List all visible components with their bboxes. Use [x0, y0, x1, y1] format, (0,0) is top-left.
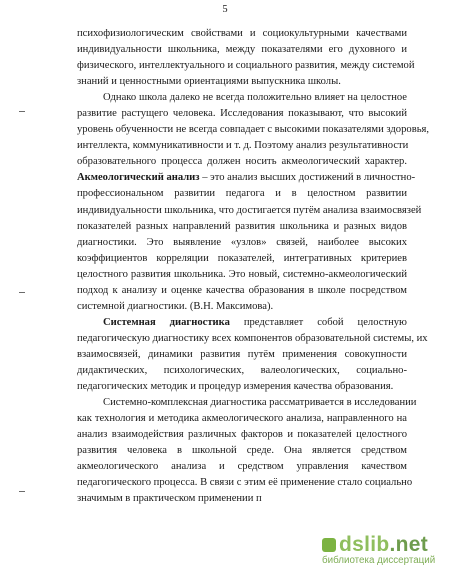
text-line: педагогических методик и процедур измерения качества образования. — [77, 381, 394, 393]
watermark-subtitle: библиотека диссертаций — [322, 555, 436, 566]
text-line: коэффициентов корреляции показателей, интегративных критериев — [77, 252, 407, 264]
text-line: взаимосвязей, динамики развития путём применения совокупности — [77, 348, 407, 360]
text-line: развитие растущего человека. Исследования показывают, что высокий — [77, 108, 407, 120]
text-line: физического, интеллектуального и социального развития, между системой — [77, 60, 415, 72]
book-icon — [322, 538, 336, 552]
text-line: интеллекта, коммуникативности и т. д. Поэтому анализ результативности — [77, 140, 409, 152]
text-line: значимым в практическом применении п — [77, 493, 262, 505]
text-line: индивидуальности школьника, что достигается путём анализа взаимосвязей — [77, 204, 422, 216]
text-line: целостного развития школьника. Это новый, системно-акмеологический — [77, 268, 407, 280]
text-line: дидактических, психологических, валеологических, социально- — [77, 364, 407, 376]
text-line: системной диагностики. (В.Н. Максимова). — [77, 300, 274, 312]
text-line: показателей разных направлений развития школьника и разных видов — [77, 220, 407, 232]
text-line — [77, 170, 416, 186]
watermark-brand: dslib.net — [339, 533, 429, 556]
text-line: педагогическую диагностику всех компонентов образовательной системы, их — [77, 332, 428, 344]
text-line: образовательного процесса должен носить акмеологический характер. — [77, 156, 407, 168]
text-line: педагогического процесса. В связи с этим её применение стало социально — [77, 477, 413, 489]
text-line: анализ взаимодействия различных факторов и показателей целостного — [77, 429, 407, 441]
term-system-diagnostics: Системная диагностика — [103, 316, 230, 328]
text-line: уровень обученности не всегда совпадает с высокими показателями здоровья, — [77, 124, 430, 136]
text-fragment: – это анализ высших достижений в личностно- — [199, 172, 416, 184]
text-fragment: представляет собой целостную — [243, 316, 407, 328]
text-line: Однако школа далеко не всегда положительно влияет на целостное — [103, 92, 407, 104]
margin-mark — [19, 111, 25, 112]
text-line: как технология и методика акмеологического анализа, направленного на — [77, 413, 407, 425]
text-line: подход к анализу и оценке качества образования в школе посредством — [77, 284, 407, 296]
text-line: акмеологического анализа и средством управления качеством — [77, 461, 407, 473]
margin-mark — [19, 491, 25, 492]
body-text — [77, 26, 430, 507]
watermark — [322, 533, 442, 579]
text-line: Системно-комплексная диагностика рассматривается в исследовании — [103, 397, 417, 409]
text-line: развития человека в школьной среде. Она является средством — [77, 445, 407, 457]
margin-mark — [19, 292, 25, 293]
text-line: знаний и ценностными ориентациями выпускника школы. — [77, 76, 341, 88]
text-line: диагностики. Это выявление «узлов» связей, наиболее высоких — [77, 236, 407, 248]
page-number: 5 — [222, 4, 228, 15]
text-line: психофизиологическим свойствами и социокультурными качествами — [77, 28, 407, 39]
text-line: индивидуальности школьника, между показателями его духовного и — [77, 44, 407, 56]
text-line: профессиональном развитии педагога и в целостном развитии — [77, 188, 407, 200]
term-acmeological-analysis: Акмеологический анализ — [77, 172, 200, 184]
text-line — [77, 315, 407, 331]
